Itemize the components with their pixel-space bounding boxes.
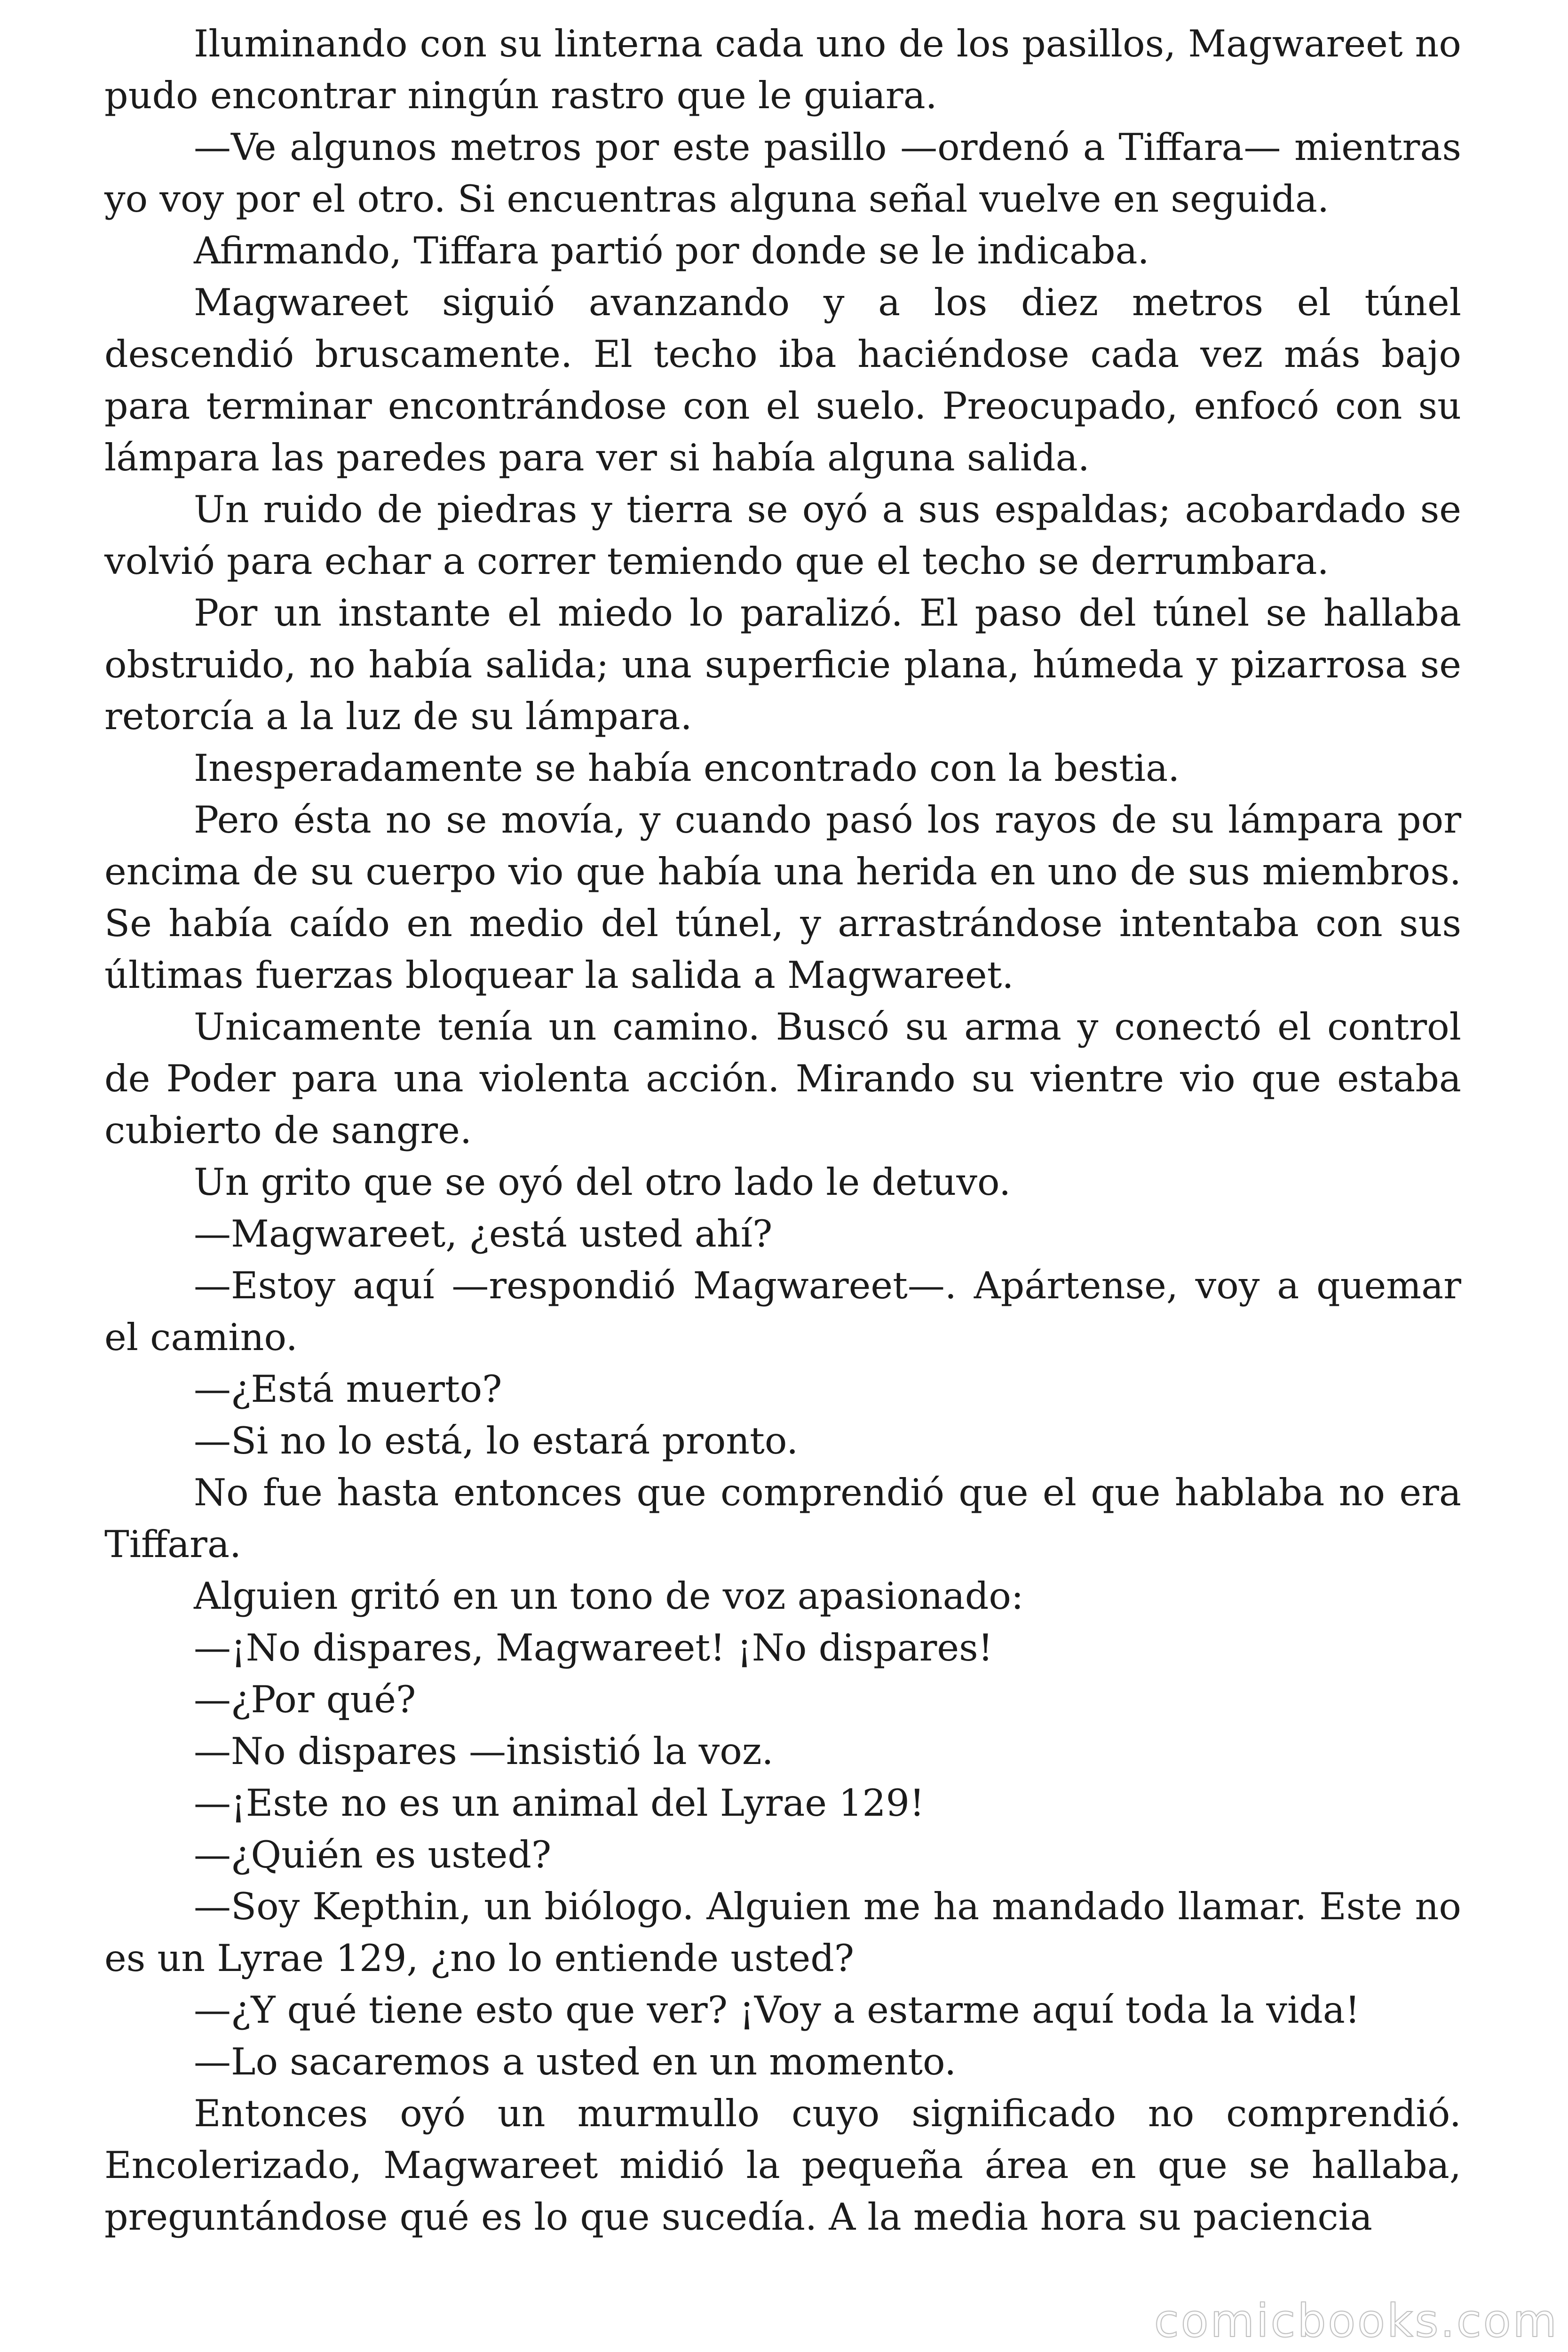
paragraph: —Estoy aquí —respondió Magwareet—. Apártense, voy a quemar el camino. [104,1264,1461,1359]
paragraph: Alguien gritó en un tono de voz apasionado: [194,1574,1024,1618]
paragraph: No fue hasta entonces que comprendió que el que hablaba no era Tiffara. [104,1471,1461,1566]
paragraph: Inesperadamente se había encontrado con la bestia. [194,747,1180,790]
paragraph: —¿Quién es usted? [194,1833,552,1876]
watermark: comicbooks.com [1154,2295,1559,2347]
paragraph: Afirmando, Tiffara partió por donde se le indicaba. [194,229,1149,272]
paragraph: Entonces oyó un murmullo cuyo significado no comprendió. Encolerizado, Magwareet midió la pequeña área en que se hallaba, preguntándose qué es lo que sucedía. A la media hora su paciencia [104,2092,1461,2239]
paragraph: Un grito que se oyó del otro lado le detuvo. [194,1160,1011,1204]
paragraph: —Lo sacaremos a usted en un momento. [194,2040,957,2083]
paragraph: —Magwareet, ¿está usted ahí? [194,1212,773,1255]
paragraph: —¡No dispares, Magwareet! ¡No dispares! [194,1626,993,1669]
paragraph: Por un instante el miedo lo paralizó. El paso del túnel se hallaba obstruido, no había salida; una superficie plana, húmeda y pizarrosa se retorcía a la luz de su lámpara. [104,591,1461,738]
paragraph: —Ve algunos metros por este pasillo —ordenó a Tiffara— mientras yo voy por el otro. Si encuentras alguna señal vuelve en seguida. [104,126,1461,221]
paragraph: —¿Está muerto? [194,1367,502,1411]
paragraph: —No dispares —insistió la voz. [194,1730,774,1773]
paragraph: —Si no lo está, lo estará pronto. [194,1419,799,1462]
text-column [104,18,1461,2243]
paragraph: Pero ésta no se movía, y cuando pasó los rayos de su lámpara por encima de su cuerpo vio que había una herida en uno de sus miembros. Se había caído en medio del túnel, y arrastrándose intentaba con sus últimas fuerzas bloquear la salida a Magwareet. [104,798,1461,997]
paragraph: —¿Por qué? [194,1678,416,1721]
paragraph: —Soy Kepthin, un biólogo. Alguien me ha mandado llamar. Este no es un Lyrae 129, ¿no lo entiende usted? [104,1885,1461,1980]
paragraph: —¿Y qué tiene esto que ver? ¡Voy a estarme aquí toda la vida! [194,1988,1360,2032]
paragraph: Un ruido de piedras y tierra se oyó a sus espaldas; acobardado se volvió para echar a correr temiendo que el techo se derrumbara. [104,488,1461,583]
paragraph: Unicamente tenía un camino. Buscó su arma y conectó el control de Poder para una violenta acción. Mirando su vientre vio que estaba cubierto de sangre. [104,1005,1461,1152]
paragraph: Magwareet siguió avanzando y a los diez metros el túnel descendió bruscamente. El techo iba haciéndose cada vez más bajo para terminar encontrándose con el suelo. Preocupado, enfocó con su lámpara las paredes para ver si había alguna salida. [104,281,1461,479]
paragraph: —¡Este no es un animal del Lyrae 129! [194,1781,925,1825]
paragraph: Iluminando con su linterna cada uno de los pasillos, Magwareet no pudo encontrar ningún rastro que le guiara. [104,22,1461,117]
